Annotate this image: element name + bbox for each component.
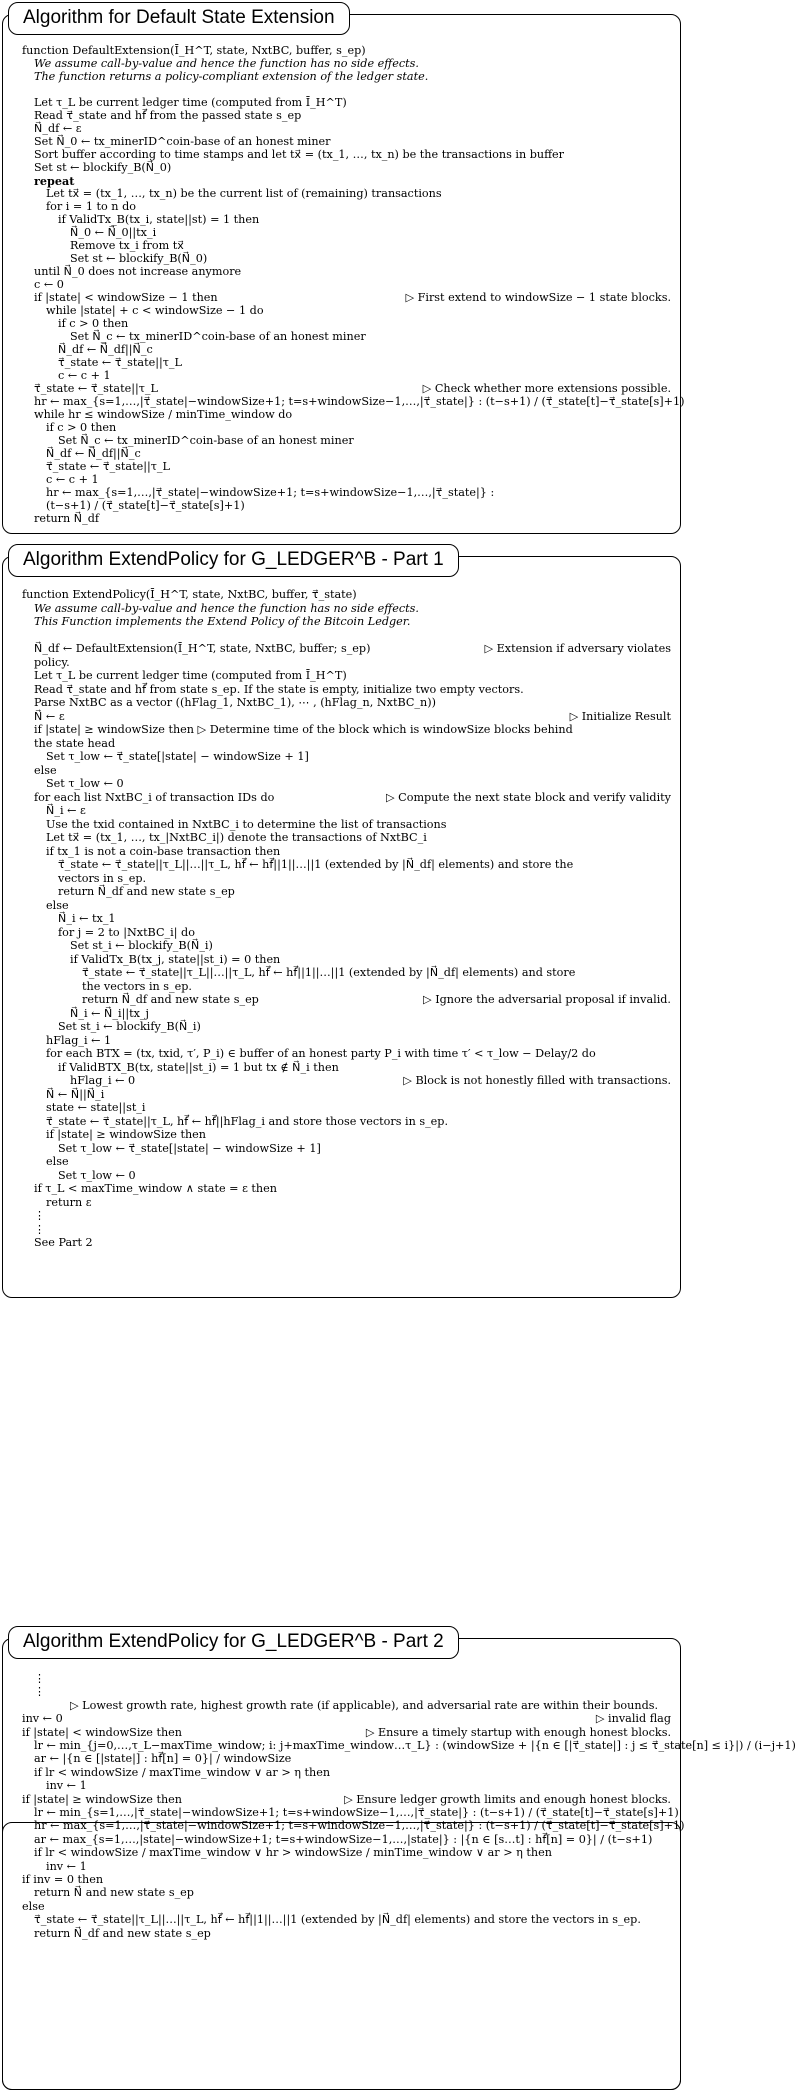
algorithm-line: if ValidTx_B(tx_j, state||st_i) = 0 then bbox=[70, 952, 281, 966]
algorithm-line: τ⃗_state ← τ⃗_state||τ_L bbox=[34, 382, 158, 395]
algorithm-line: if tx_1 is not a coin-base transaction then bbox=[46, 844, 281, 858]
algorithm-line: We assume call-by-value and hence the function has no side effects. bbox=[34, 57, 419, 70]
algorithm-line: Sort buffer according to time stamps and let tx⃗ = (tx_1, …, tx_n) be the transactions in buffer bbox=[34, 148, 565, 161]
algorithm-line: until N⃗_0 does not increase anymore bbox=[34, 265, 242, 278]
algorithm-line: if |state| < windowSize − 1 then bbox=[34, 291, 218, 304]
algorithm-line: Read τ⃗_state and hf⃗ from state s_ep. If the state is empty, initialize two empty vectors. bbox=[34, 682, 524, 696]
algorithm-line: N⃗_i ← tx_1 bbox=[58, 912, 116, 925]
algorithm-line: lr ← min_{j=0,…,τ_L−maxTime_window; i: j+maxTime_window…τ_L} : (windowSize + |{n ∈ [|τ⃗_state|] : j ≤ τ⃗_state[n] ≤ i}|) / (i−j+1) bbox=[34, 1739, 796, 1752]
algorithm-line: vectors in s_ep. bbox=[58, 871, 147, 885]
algorithm-title-extend-policy-part1: Algorithm ExtendPolicy for G_LEDGER^B - Part 1 bbox=[8, 544, 459, 577]
algorithm-line: Parse NxtBC as a vector ((hFlag_1, NxtBC_1), ⋯ , (hFlag_n, NxtBC_n)) bbox=[34, 696, 436, 709]
algorithm-line: inv ← 1 bbox=[46, 1859, 87, 1873]
algorithm-line: inv ← 0 bbox=[22, 1712, 63, 1726]
algorithm-line: function ExtendPolicy(Ī_H^T, state, NxtBC, buffer, τ⃗_state) bbox=[22, 588, 357, 601]
algorithm-line: Read τ⃗_state and hf⃗ from the passed state s_ep bbox=[34, 109, 302, 122]
algorithm-line: hr ← max_{s=1,…,|τ⃗_state|−windowSize+1; t=s+windowSize−1,…,|τ⃗_state|} : bbox=[46, 486, 495, 499]
algorithm-line: return N⃗ and new state s_ep bbox=[34, 1886, 194, 1900]
algorithm-line: hFlag_i ← 1 bbox=[46, 1033, 112, 1047]
algorithm-comment: ▷ First extend to windowSize − 1 state blocks. bbox=[405, 291, 671, 304]
algorithm-line: τ⃗_state ← τ⃗_state||τ_L||…||τ_L, hf⃗ ← hf⃗||1||…||1 (extended by |N⃗_df| elements) and store bbox=[82, 966, 576, 979]
algorithm-line: Use the txid contained in NxtBC_i to determine the list of transactions bbox=[46, 817, 447, 831]
algorithm-comment: ▷ invalid flag bbox=[595, 1712, 671, 1726]
algorithm-line: ar ← |{n ∈ [|state|] : hf⃗[n] = 0}| / windowSize bbox=[34, 1752, 292, 1766]
algorithm-line: else bbox=[46, 898, 69, 912]
algorithm-line: Let tx⃗ = (tx_1, …, tx_|NxtBC_i|) denote the transactions of NxtBC_i bbox=[46, 831, 427, 844]
algorithm-line: if c > 0 then bbox=[58, 317, 129, 330]
algorithm-line: else bbox=[34, 763, 57, 777]
algorithm-line: Let tx⃗ = (tx_1, …, tx_n) be the current list of (remaining) transactions bbox=[46, 187, 442, 200]
algorithm-line: else bbox=[22, 1899, 45, 1913]
algorithm-line: if |state| < windowSize then bbox=[22, 1725, 182, 1739]
algorithm-comment: ▷ Block is not honestly filled with transactions. bbox=[403, 1074, 671, 1087]
algorithm-line: Set st ← blockify_B(N⃗_0) bbox=[70, 252, 208, 265]
algorithm-line: for j = 2 to |NxtBC_i| do bbox=[58, 925, 195, 939]
algorithm-line: hFlag_i ← 0 bbox=[70, 1074, 136, 1087]
algorithm-line: N⃗_i ← N⃗_i||tx_j bbox=[70, 1006, 149, 1020]
algorithm-line: Set τ_low ← 0 bbox=[46, 777, 124, 790]
algorithm-line: c ← c + 1 bbox=[58, 369, 111, 382]
algorithm-line: Let τ_L be current ledger time (computed from Ī_H^T) bbox=[34, 96, 347, 109]
algorithm-line: else bbox=[46, 1155, 69, 1168]
algorithm-comment: ▷ Ignore the adversarial proposal if invalid. bbox=[423, 993, 671, 1006]
algorithm-line: for each BTX = (tx, txid, τ′, P_i) ∈ buffer of an honest party P_i with time τ′ < τ_low − Delay/2 do bbox=[46, 1047, 596, 1060]
algorithm-line: repeat bbox=[34, 174, 75, 188]
algorithm-line: if τ_L < maxTime_window ∧ state = ε then bbox=[34, 1182, 277, 1195]
algorithm-comment: ▷ Extension if adversary violates bbox=[484, 642, 671, 655]
algorithm-line: ⋮ bbox=[34, 1685, 46, 1699]
algorithm-line: ar ← max_{s=1,…,|state|−windowSize+1; t=s+windowSize−1,…,|state|} : |{n ∈ [s…t] : hf⃗[n] = 0}| / (t−s+1) bbox=[34, 1832, 653, 1846]
algorithm-line: Set N⃗_c ← tx_minerID^coin-base of an honest miner bbox=[58, 434, 354, 447]
algorithm-line: This Function implements the Extend Policy of the Bitcoin Ledger. bbox=[34, 615, 411, 628]
algorithm-line: inv ← 1 bbox=[46, 1779, 87, 1793]
algorithm-comment: ▷ Ensure a timely startup with enough honest blocks. bbox=[365, 1725, 671, 1739]
algorithm-line: See Part 2 bbox=[34, 1236, 93, 1249]
algorithm-line: τ⃗_state ← τ⃗_state||τ_L, hf⃗ ← hf⃗||hFlag_i and store those vectors in s_ep. bbox=[46, 1114, 449, 1128]
algorithm-line: ⋮ bbox=[34, 1222, 46, 1236]
algorithm-line: return ε bbox=[46, 1195, 92, 1209]
algorithm-line: Set N⃗_0 ← tx_minerID^coin-base of an honest miner bbox=[34, 135, 331, 148]
algorithm-line: if |state| ≥ windowSize then bbox=[46, 1128, 206, 1141]
algorithm-line: the state head bbox=[34, 736, 116, 750]
algorithm-line: hr ← max_{s=1,…,|τ⃗_state|−windowSize+1; t=s+windowSize−1,…,|τ⃗_state|} : (t−s+1) / (τ⃗_state[t]−τ⃗_state[s]+1) bbox=[34, 395, 685, 408]
algorithm-title-default-extension: Algorithm for Default State Extension bbox=[8, 2, 350, 35]
algorithm-line: Set τ_low ← τ⃗_state[|state| − windowSize + 1] bbox=[46, 750, 309, 763]
algorithm-line: τ⃗_state ← τ⃗_state||τ_L||…||τ_L, hf⃗ ← hf⃗||1||…||1 (extended by |N⃗_df| elements) and store the vectors in s_ep. bbox=[34, 1913, 641, 1927]
algorithm-line: for i = 1 to n do bbox=[46, 200, 136, 213]
algorithm-line: We assume call-by-value and hence the function has no side effects. bbox=[34, 601, 419, 615]
algorithm-line: while |state| + c < windowSize − 1 do bbox=[46, 304, 264, 317]
algorithm-line: if c > 0 then bbox=[46, 421, 117, 434]
algorithm-line: return N⃗_df and new state s_ep bbox=[34, 1926, 211, 1940]
algorithm-line: The function returns a policy-compliant extension of the ledger state. bbox=[34, 70, 429, 83]
algorithm-line: N⃗_df ← ε bbox=[34, 122, 82, 135]
algorithm-line: N⃗_df ← DefaultExtension(Ī_H^T, state, NxtBC, buffer; s_ep) bbox=[34, 642, 371, 655]
algorithm-line: N⃗ ← N⃗||N⃗_i bbox=[46, 1087, 105, 1101]
algorithm-line: ▷ Lowest growth rate, highest growth rate (if applicable), and adversarial rate are within their bounds. bbox=[70, 1698, 659, 1712]
algorithm-line: c ← 0 bbox=[34, 278, 64, 291]
algorithm-line: Set st ← blockify_B(N⃗_0) bbox=[34, 161, 172, 174]
algorithm-line: function DefaultExtension(Ī_H^T, state, NxtBC, buffer, s_ep) bbox=[22, 44, 366, 57]
algorithm-line: state ← state||st_i bbox=[46, 1101, 146, 1114]
algorithm-line: hr ← max_{s=1,…,|τ⃗_state|−windowSize+1; t=s+windowSize−1,…,|τ⃗_state|} : (t−s+1) / (τ⃗_state[t]−τ⃗_state[s]+1) bbox=[34, 1819, 685, 1833]
algorithm-line: if inv = 0 then bbox=[22, 1873, 104, 1886]
algorithm-line: N⃗_df ← N⃗_df||N⃗_c bbox=[46, 447, 141, 460]
algorithm-line: Set N⃗_c ← tx_minerID^coin-base of an honest miner bbox=[70, 330, 366, 343]
algorithm-line: (t−s+1) / (τ⃗_state[t]−τ⃗_state[s]+1) bbox=[46, 499, 245, 512]
algorithm-comment: ▷ Compute the next state block and verify validity bbox=[385, 790, 671, 804]
algorithm-line: N⃗ ← ε bbox=[34, 709, 65, 723]
algorithm-line: if ValidBTX_B(tx, state||st_i) = 1 but tx ∉ N⃗_i then bbox=[58, 1060, 339, 1074]
algorithm-line: if |state| ≥ windowSize then bbox=[22, 1792, 182, 1806]
algorithm-line: τ⃗_state ← τ⃗_state||τ_L||…||τ_L, hf⃗ ← hf⃗||1||…||1 (extended by |N⃗_df| elements) and store the bbox=[58, 858, 574, 871]
algorithm-line: Let τ_L be current ledger time (computed from Ī_H^T) bbox=[34, 669, 347, 682]
algorithm-line: policy. bbox=[34, 655, 70, 669]
algorithm-line: if |state| ≥ windowSize then ▷ Determine time of the block which is windowSize blocks behind bbox=[34, 723, 573, 736]
algorithm-line: return N⃗_df bbox=[34, 512, 100, 525]
algorithm-line: if ValidTx_B(tx_i, state||st) = 1 then bbox=[58, 213, 260, 226]
algorithm-line: if lr < windowSize / maxTime_window ∨ ar > η then bbox=[34, 1765, 331, 1779]
algorithm-line: τ⃗_state ← τ⃗_state||τ_L bbox=[58, 356, 182, 369]
algorithm-comment: ▷ Initialize Result bbox=[569, 709, 671, 723]
algorithm-line: c ← c + 1 bbox=[46, 473, 99, 486]
algorithm-line: Set st_i ← blockify_B(N⃗_i) bbox=[70, 939, 213, 952]
algorithm-line: lr ← min_{s=1,…,|τ⃗_state|−windowSize+1; t=s+windowSize−1,…,|τ⃗_state|} : (t−s+1) / (τ⃗_state[t]−τ⃗_state[s]+1) bbox=[34, 1806, 679, 1819]
algorithm-line: τ⃗_state ← τ⃗_state||τ_L bbox=[46, 460, 170, 473]
algorithm-line: return N⃗_df and new state s_ep bbox=[82, 993, 259, 1006]
algorithm-comment: ▷ Ensure ledger growth limits and enough honest blocks. bbox=[344, 1792, 671, 1806]
algorithm-line: Set st_i ← blockify_B(N⃗_i) bbox=[58, 1020, 201, 1033]
algorithm-line: Set τ_low ← 0 bbox=[58, 1168, 136, 1182]
algorithm-line: for each list NxtBC_i of transaction IDs do bbox=[34, 790, 275, 804]
algorithm-line: return N⃗_df and new state s_ep bbox=[58, 885, 235, 898]
algorithm-line: ⋮ bbox=[34, 1209, 46, 1222]
algorithm-line: Set τ_low ← τ⃗_state[|state| − windowSize + 1] bbox=[58, 1141, 321, 1155]
algorithm-comment: ▷ Check whether more extensions possible. bbox=[422, 382, 671, 395]
algorithm-title-extend-policy-part2: Algorithm ExtendPolicy for G_LEDGER^B - Part 2 bbox=[8, 1626, 459, 1659]
algorithm-line: ⋮ bbox=[34, 1672, 46, 1685]
algorithm-line: N⃗_i ← ε bbox=[46, 804, 86, 817]
algorithm-line: if lr < windowSize / maxTime_window ∨ hr > windowSize / minTime_window ∨ ar > η then bbox=[34, 1846, 552, 1860]
algorithm-line: Remove tx_i from tx⃗ bbox=[70, 239, 184, 252]
algorithm-line: the vectors in s_ep. bbox=[82, 979, 192, 993]
algorithm-line: while hr ≤ windowSize / minTime_window do bbox=[34, 408, 293, 421]
algorithm-line: N⃗_0 ← N⃗_0||tx_i bbox=[70, 226, 157, 239]
algorithm-line: N⃗_df ← N⃗_df||N⃗_c bbox=[58, 343, 153, 356]
